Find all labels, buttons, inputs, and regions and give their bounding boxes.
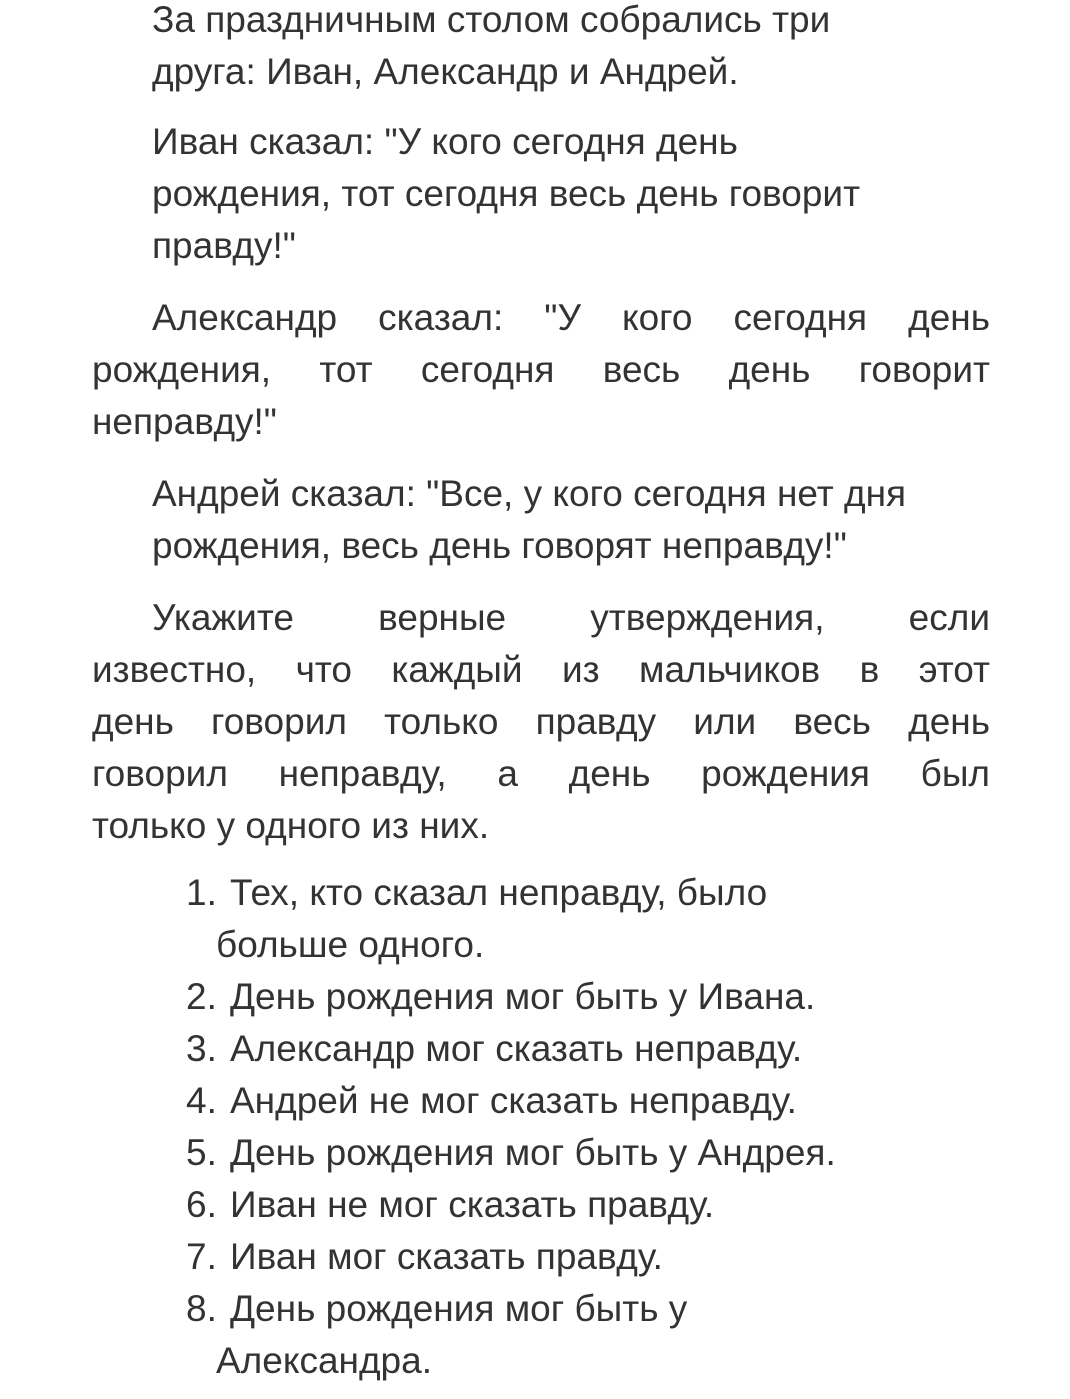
text-line: Иван сказал: "У кого сегодня день [152,121,738,162]
alexander-statement-paragraph [92,292,990,448]
option-number: 3. [186,1028,217,1069]
option-number: 2. [186,976,217,1017]
option-number: 6. [186,1184,217,1225]
answer-option [186,1075,946,1127]
answer-option [186,1023,946,1075]
answer-option [186,971,946,1023]
intro-paragraph [152,0,932,98]
ivan-statement-paragraph [152,116,972,272]
option-text: Иван не мог сказать правду. [230,1184,715,1225]
text-line: рождения, весь день говорят неправду!" [152,525,847,566]
task-paragraph [92,592,990,852]
answer-options-list [186,867,946,1387]
option-text: День рождения мог быть у Ивана. [230,976,816,1017]
option-text: Александра. [216,1340,432,1381]
option-number: 5. [186,1132,217,1173]
andrey-statement-paragraph [152,468,1012,572]
text-line: рождения, тот сегодня весь день говорит [152,173,861,214]
text-line: рождения, тот сегодня весь день говорит [92,349,990,390]
text-line: Укажите верные утверждения, если [152,597,990,638]
option-number: 1. [186,872,217,913]
text-line: только у одного из них. [92,805,490,846]
text-line: день говорил только правду или весь день [92,701,990,742]
option-number: 8. [186,1288,217,1329]
option-text: Иван мог сказать правду. [230,1236,663,1277]
text-line: Андрей сказал: "Все, у кого сегодня нет дня [152,473,907,514]
option-text: Андрей не мог сказать неправду. [230,1080,797,1121]
option-number: 4. [186,1080,217,1121]
option-text: Александр мог сказать неправду. [230,1028,803,1069]
text-line: неправду!" [92,401,277,442]
option-text: больше одного. [216,924,485,965]
text-line: друга: Иван, Александр и Андрей. [152,51,739,92]
answer-option [186,1179,946,1231]
option-text: День рождения мог быть у Андрея. [230,1132,836,1173]
option-text: Тех, кто сказал неправду, было [230,872,768,913]
text-line: За праздничным столом собрались три [152,0,831,40]
answer-option [186,867,946,971]
answer-option [186,1127,946,1179]
option-text: День рождения мог быть у [230,1288,688,1329]
answer-option [186,1231,946,1283]
text-line: говорил неправду, а день рождения был [92,753,990,794]
text-line: Александр сказал: "У кого сегодня день [152,297,990,338]
text-line: правду!" [152,225,296,266]
answer-option [186,1283,946,1387]
option-number: 7. [186,1236,217,1277]
text-line: известно, что каждый из мальчиков в этот [92,649,990,690]
